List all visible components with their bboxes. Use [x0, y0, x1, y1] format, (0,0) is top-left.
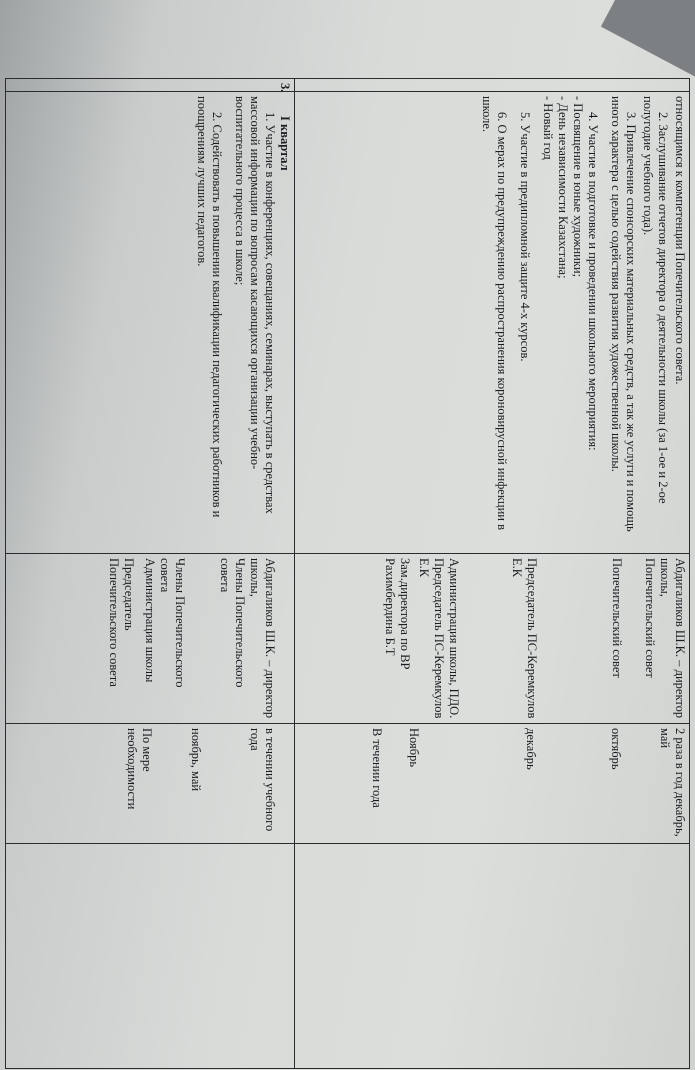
activity-text: 6. О мерах по предупреждению распространения короновирусной инфекции в школе. — [480, 96, 509, 531]
responsible-text: Абдигаликов Ш.К. – директор школы, Члены Попечительского совета — [218, 558, 277, 719]
responsible-text: Абдигаликов Ш.К. – директор школы, Попечительский совет — [643, 558, 687, 719]
term-text: Ноябрь — [407, 728, 421, 768]
activity-text: 1. Участие в конференциях, совещаниях, семинарах, выступать в средствах массовой информации по вопросам касающихся организации учебно- воспитательного процесса в школе; — [233, 96, 277, 514]
table-row — [295, 79, 690, 1069]
activity-text: 2. Содействовать в повышении квалификации педагогических работников и поощрениям лучших педагогов. — [195, 96, 224, 518]
responsible-text: Председатель ПС-Керемкулов Е.К — [510, 558, 539, 719]
responsible-cell — [295, 554, 690, 724]
row-number-cell — [295, 79, 690, 92]
responsible-text: Попечительский совет — [610, 558, 624, 678]
term-text: в течении учебного года — [248, 728, 277, 832]
terms-cell — [295, 724, 690, 844]
notes-cell — [295, 844, 690, 1069]
terms-cell — [6, 724, 295, 844]
activities-cell — [6, 92, 295, 554]
activity-text: относящимся к компетенции Попечительского совета. — [673, 96, 687, 385]
term-text: октябрь — [609, 728, 623, 770]
responsible-text: Администрация школы, ПДО. Председатель ПС-Керемкулов Е.К — [417, 558, 461, 719]
term-text: декабрь — [524, 728, 538, 770]
activity-text: 3. Привлечение спонсорских материальных средств, а так же услуги и помощь иного характера с целью содействия развития художественной школы. — [609, 96, 638, 532]
term-text: По мере необходимости — [125, 728, 154, 810]
quarter-heading: I квартал — [278, 116, 292, 171]
activity-text: 5. Участие в предипломной защите 4-х курсов. — [518, 112, 532, 362]
term-text: В течении года — [370, 728, 384, 808]
responsible-cell — [6, 554, 295, 724]
responsible-text: Члены Попечительского совета Администрация школы — [143, 558, 187, 688]
term-text: 2 раза в год декабрь, май — [658, 728, 687, 837]
notes-cell — [6, 844, 295, 1069]
term-text: ноябрь, май — [189, 728, 203, 792]
work-plan-table — [5, 78, 690, 1069]
responsible-text: Председатель Попечительского совета — [107, 558, 136, 687]
row-number-cell: 3. — [6, 79, 295, 92]
activity-text: 4. Участие в подготовке и проведении школьного мероприятия: - Посвящение в юные художники; - День независимости Казахстана; - Новый год — [541, 96, 600, 451]
table-row — [6, 79, 295, 1069]
activity-text: 2. Заслушивание отчетов директора о деятельности школы (за 1-ое и 2-ое полугодие учебного года). — [641, 96, 670, 504]
activities-cell — [295, 92, 690, 554]
responsible-text: Зам.директора по ВР Рахимбердина Б.Т — [383, 558, 412, 670]
